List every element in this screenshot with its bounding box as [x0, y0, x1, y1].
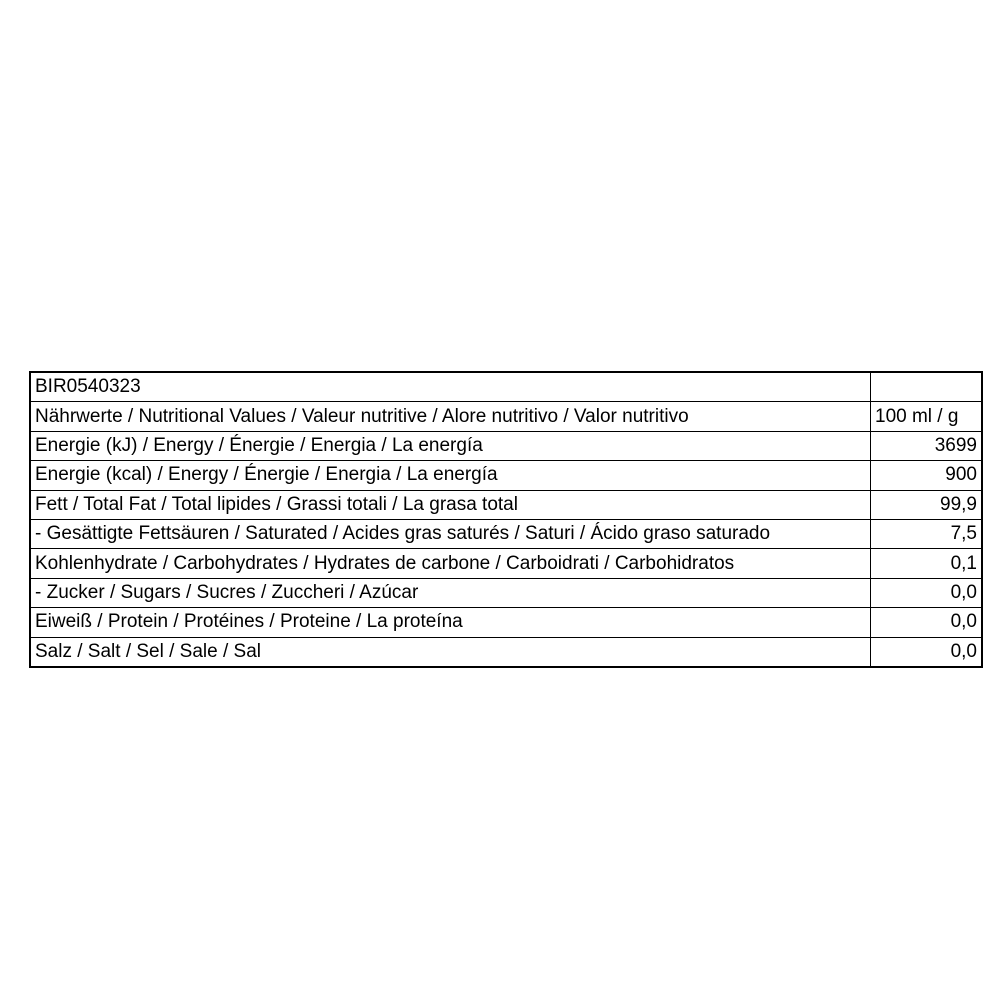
table-row [30, 461, 982, 490]
nutrient-value-protein: 0,0 [871, 608, 983, 637]
product-code: BIR0540323 [30, 372, 871, 402]
nutrient-label-protein: Eiweiß / Protein / Protéines / Proteine / La proteína [30, 608, 871, 637]
nutrient-label-energy-kj: Energie (kJ) / Energy / Énergie / Energia / La energía [30, 431, 871, 460]
table-row [30, 431, 982, 460]
nutrition-header-label: Nährwerte / Nutritional Values / Valeur nutritive / Alore nutritivo / Valor nutritivo [30, 402, 871, 431]
nutrient-value-energy-kcal: 900 [871, 461, 983, 490]
nutrient-label-energy-kcal: Energie (kcal) / Energy / Énergie / Energia / La energía [30, 461, 871, 490]
nutrient-value-fat: 99,9 [871, 490, 983, 519]
nutrition-header-unit: 100 ml / g [871, 402, 983, 431]
table-row [30, 549, 982, 578]
nutrition-table [29, 371, 983, 668]
table-row-code [30, 372, 982, 402]
table-row [30, 578, 982, 607]
nutrient-value-saturated: 7,5 [871, 519, 983, 548]
product-code-value [871, 372, 983, 402]
nutrient-label-carbohydrates: Kohlenhydrate / Carbohydrates / Hydrates de carbone / Carboidrati / Carbohidratos [30, 549, 871, 578]
nutrient-value-energy-kj: 3699 [871, 431, 983, 460]
table-row [30, 519, 982, 548]
nutrient-value-sugars: 0,0 [871, 578, 983, 607]
nutrient-value-carbohydrates: 0,1 [871, 549, 983, 578]
table-row [30, 637, 982, 667]
nutrient-label-sugars: - Zucker / Sugars / Sucres / Zuccheri / Azúcar [30, 578, 871, 607]
table-row-header [30, 402, 982, 431]
table-row [30, 608, 982, 637]
nutrient-label-saturated: - Gesättigte Fettsäuren / Saturated / Acides gras saturés / Saturi / Ácido graso saturado [30, 519, 871, 548]
nutrient-label-fat: Fett / Total Fat / Total lipides / Grassi totali / La grasa total [30, 490, 871, 519]
nutrient-label-salt: Salz / Salt / Sel / Sale / Sal [30, 637, 871, 667]
nutrient-value-salt: 0,0 [950, 640, 977, 662]
table-row [30, 490, 982, 519]
